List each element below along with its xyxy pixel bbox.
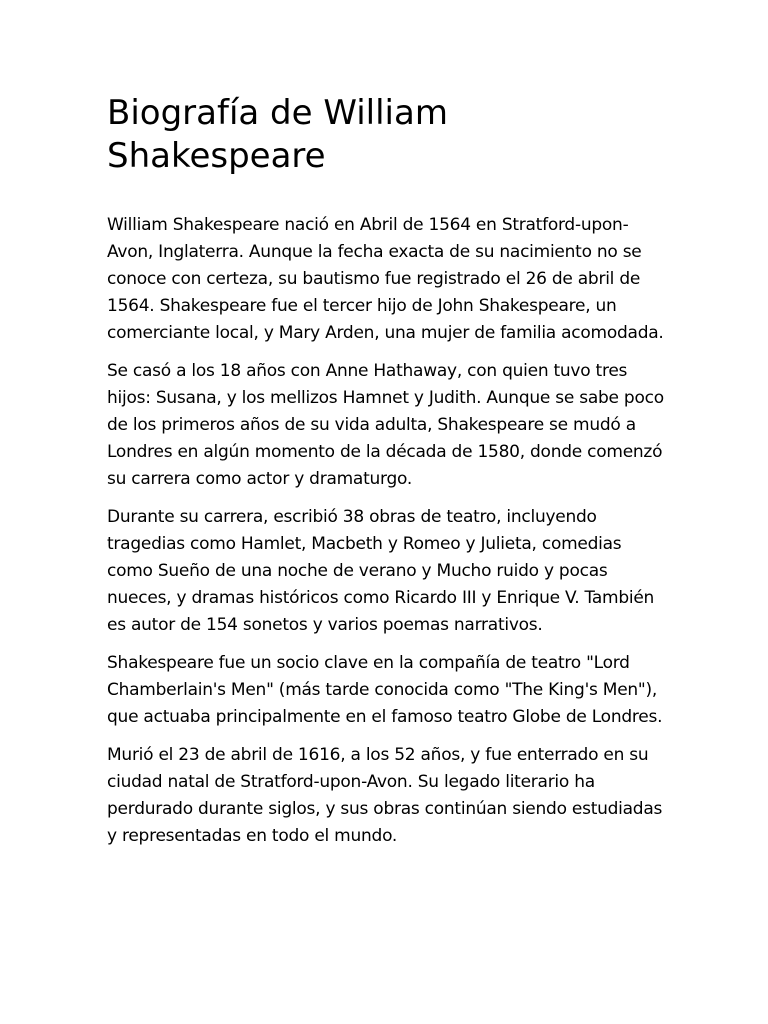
document-page bbox=[107, 92, 667, 861]
paragraph-marriage: Se casó a los 18 años con Anne Hathaway, con quien tuvo tres hijos: Susana, y los mellizos Hamnet y Judith. Aunque se sabe poco de los primeros años de su vida adulta, Shakespeare se mudó a Londres en algún momento de la década de 1580, donde comenzó su carrera como actor y dramaturgo. bbox=[107, 361, 664, 489]
document-title: Biografía de William Shakespeare bbox=[107, 93, 448, 176]
paragraph-death: Murió el 23 de abril de 1616, a los 52 años, y fue enterrado en su ciudad natal de Stratford-upon-Avon. Su legado literario ha perdurado durante siglos, y sus obras continúan siendo estudiadas y representadas en todo el mundo. bbox=[107, 745, 663, 846]
paragraph-birth: William Shakespeare nació en Abril de 1564 en Stratford-upon-Avon, Inglaterra. Aunque la fecha exacta de su nacimiento no se conoce con certeza, su bautismo fue registrado el 26 de abril de 1564. Shakespeare fue el tercer hijo de John Shakespeare, un comerciante local, y Mary Arden, una mujer de familia acomodada. bbox=[107, 215, 664, 343]
paragraph-company: Shakespeare fue un socio clave en la compañía de teatro "Lord Chamberlain's Men" (más tarde conocida como "The King's Men"), que actuaba principalmente en el famoso teatro Globe de Londres. bbox=[107, 653, 663, 727]
paragraph-career: Durante su carrera, escribió 38 obras de teatro, incluyendo tragedias como Hamlet, Macbeth y Romeo y Julieta, comedias como Sueño de una noche de verano y Mucho ruido y pocas nueces, y dramas históricos como Ricardo III y Enrique V. También es autor de 154 sonetos y varios poemas narrativos. bbox=[107, 507, 655, 635]
